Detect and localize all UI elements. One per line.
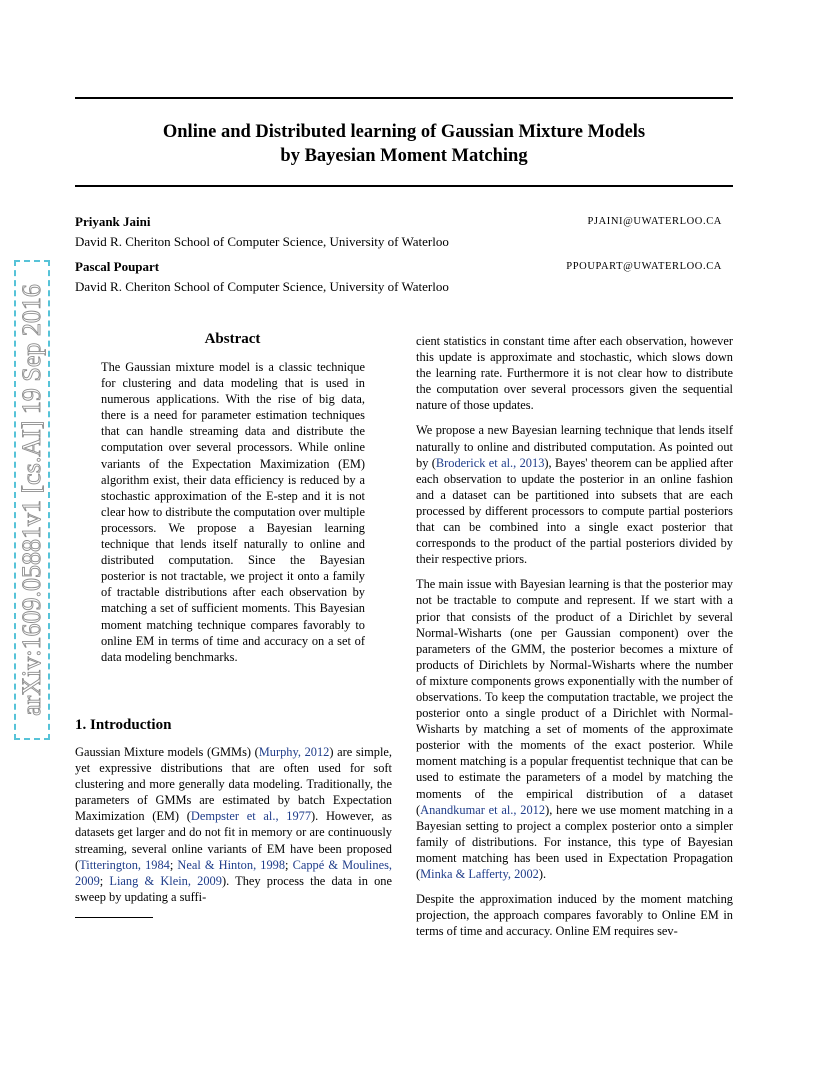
right-paragraph-3: The main issue with Bayesian learning is that the posterior may not be tractable to compute and represent. If we start with a prior that consists of the product of a Dirichlet by several Normal-Wisharts (one per Gaussian component) over the parameters of the GMM, the posterior becomes a mixture of products of Dirichlets by Normal-Wisharts where the number of mixture components grows exponentially with the number of observations. To keep the computation tractable, we project the posterior onto a single product of a Dirichlet with Normal-Wisharts by matching a set of moments of the approximate posterior with the moments of the exact posterior. While moment matching is a popular frequentist technique that can be used to estimate the parameters of a model by matching the moments of the empirical distribution of a dataset (Anandkumar et al., 2012), here we use moment matching in a Bayesian setting to project a complex posterior onto a simpler family of distributions. For instance, this type of Bayesian moment matching has been used in Expectation Propagation (Minka & Lafferty, 2002).	[416, 577, 734, 881]
citation-link[interactable]: Minka & Lafferty, 2002	[420, 867, 539, 881]
citation-link[interactable]: Cappé & Moulines, 2009	[75, 857, 392, 888]
title-bottom-rule	[75, 185, 733, 187]
citation-link[interactable]: Anandkumar et al., 2012	[420, 802, 546, 817]
right-paragraph-2: We propose a new Bayesian learning technique that lends itself naturally to online and distributed computation. As pointed out by (Broderick et al., 2013), Bayes' theorem can be applied after each observation to update the posterior in an online fashion and a dataset can be partitioned into subsets that are each processed by different processors to compute partial posteriors that can be combined into a single exact posterior that corresponds to the product of the partial posteriors divided by their respective priors.	[416, 423, 733, 567]
author-2-email: PPOUPART@UWATERLOO.CA	[566, 261, 722, 272]
top-rule	[75, 97, 733, 99]
left-column-body	[75, 744, 392, 914]
abstract-heading: Abstract	[204, 331, 261, 347]
citation-link[interactable]: Neal & Hinton, 1998	[177, 857, 286, 872]
title-line-1: Online and Distributed learning of Gaussian Mixture Models	[162, 122, 646, 142]
arxiv-identifier[interactable]: arXiv:1609.05881v1 [cs.AI] 19 Sep 2016	[14, 260, 50, 740]
footnote-rule	[75, 917, 153, 918]
citation-link[interactable]: Dempster et al., 1977	[190, 809, 312, 824]
intro-paragraph-1: Gaussian Mixture models (GMMs) (Murphy, 2012) are simple, yet expressive distributions that are often used for soft clustering and more generally data modeling. Traditionally, the parameters of GMMs are estimated by batch Expectation Maximization (EM) (Dempster et al., 1977). However, as datasets get larger and do not fit in memory or are continuously streaming, several online variants of EM have been proposed (Titterington, 1984; Neal & Hinton, 1998; Cappé & Moulines, 2009; Liang & Klein, 2009). They process the data in one sweep by updating a suffi-	[75, 745, 392, 904]
right-paragraph-4: Despite the approximation induced by the moment matching projection, the approach compares favorably to Online EM in terms of time and accuracy. Online EM requires sev-	[416, 892, 733, 939]
author-1-email: PJAINI@UWATERLOO.CA	[587, 216, 722, 227]
title-line-2: by Bayesian Moment Matching	[280, 146, 528, 166]
abstract-text: The Gaussian mixture model is a classic technique for clustering and data modeling that is used in numerous applications. With the rise of big data, there is a need for parameter estimation techniques that can handle streaming data and distribute the computation over several processors. While online variants of the Expectation Maximization (EM) algorithm exist, their data efficiency is reduced by a stochastic approximation of the E-step and it is not clear how to distribute the computation over multiple processors. We propose a Bayesian learning technique that lends itself naturally to online and distributed computation. Since the Bayesian posterior is not tractable, we project it onto a family of tractable distributions after each observation by matching a set of sufficient moments. This Bayesian moment matching technique compares favorably to online EM in terms of time and accuracy on a set of data modeling benchmarks.	[101, 360, 365, 664]
right-column-body	[416, 333, 733, 948]
author-1-affiliation: David R. Cheriton School of Computer Science, University of Waterloo	[75, 234, 449, 249]
right-paragraph-1: cient statistics in constant time after each observation, however this update is approximate and stochastic, which slows down the learning rate. Furthermore it is not clear how to distribute the computation over several processors given the sequential nature of those updates.	[416, 334, 733, 413]
introduction-heading: 1. Introduction	[75, 717, 172, 733]
citation-link[interactable]: Liang & Klein, 2009	[109, 873, 222, 888]
citation-link[interactable]: Titterington, 1984	[79, 857, 170, 872]
citation-link[interactable]: Broderick et al., 2013	[435, 455, 545, 470]
author-1-name: Priyank Jaini	[75, 214, 151, 229]
author-2-name: Pascal Poupart	[75, 259, 160, 274]
author-2-affiliation: David R. Cheriton School of Computer Science, University of Waterloo	[75, 279, 449, 294]
paper-title	[75, 120, 733, 168]
citation-link[interactable]: Murphy, 2012	[258, 745, 330, 759]
